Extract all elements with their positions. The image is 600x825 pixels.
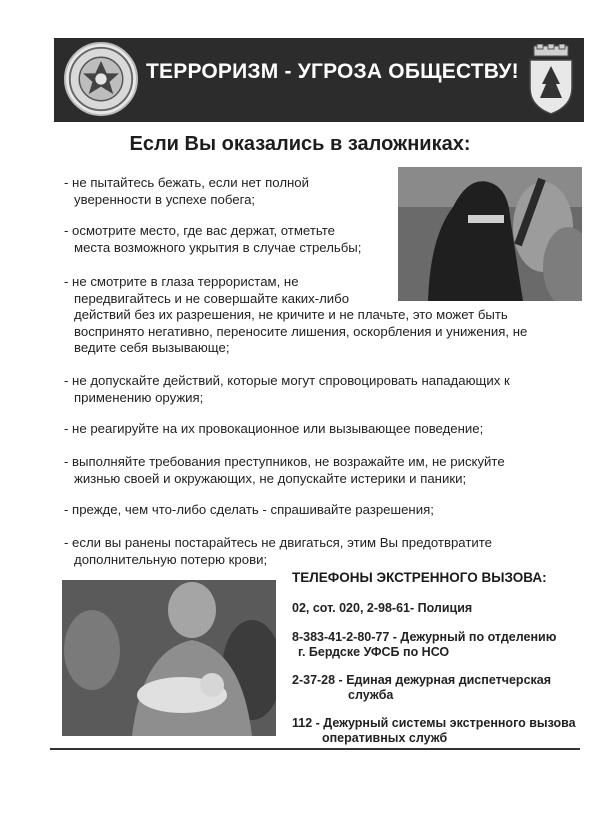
phone-item: 02, сот. 020, 2-98-61- Полиция <box>292 601 473 615</box>
phones-title: ТЕЛЕФОНЫ ЭКСТРЕННОГО ВЫЗОВА: <box>292 570 547 585</box>
rule-item: - если вы ранены постарайтесь не двигаться, этим Вы предотвратите дополнительную потерю крови; <box>64 535 492 567</box>
phone-item: 8-383-41-2-80-77 - Дежурный по отделению г. Бердске УФСБ по НСО <box>292 630 557 659</box>
footer-divider <box>50 748 580 750</box>
rescuer-with-child-photo <box>62 580 276 736</box>
rule-item: - осмотрите место, где вас держат, отметьте места возможного укрытия в случае стрельбы; <box>64 223 362 255</box>
header-banner <box>54 38 584 122</box>
rule-item: - не реагируйте на их провокационное или вызывающее поведение; <box>64 421 484 436</box>
phone-item: 2-37-28 - Единая дежурная диспетчерская служба <box>292 673 552 702</box>
mchs-emblem-icon <box>64 42 138 116</box>
rule-item: - не смотрите в глаза террористам, не передвигайтесь и не совершайте каких-либо действий без их разрешения, не кричите и не плачьте, это может быть воспринято негативно, переносите лишения, оскорбления и унижения, не ведите себя вызывающе; <box>64 274 528 355</box>
city-coat-of-arms-icon <box>526 44 576 116</box>
subtitle: Если Вы оказались в заложниках: <box>129 133 471 155</box>
rule-item: - не пытайтесь бежать, если нет полной уверенности в успехе побега; <box>64 175 309 207</box>
page-title: ТЕРРОРИЗМ - УГРОЗА ОБЩЕСТВУ! <box>146 60 519 83</box>
rule-item: - не допускайте действий, которые могут спровоцировать нападающих к применению оружия; <box>64 373 510 405</box>
phone-item: 112 - Дежурный системы экстренного вызова оперативных служб <box>292 716 576 745</box>
rule-item: - прежде, чем что-либо сделать - спрашивайте разрешения; <box>64 502 434 517</box>
rule-item: - выполняйте требования преступников, не возражайте им, не рискуйте жизнью своей и окружающих, не допускайте истерики и паники; <box>64 454 505 486</box>
